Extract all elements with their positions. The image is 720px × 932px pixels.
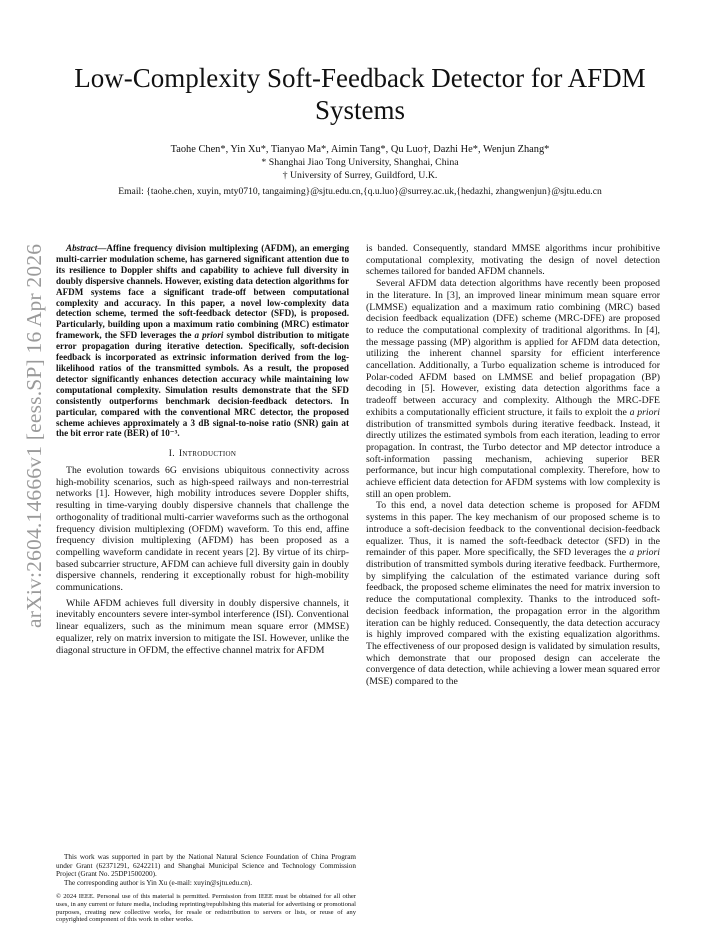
paragraph-3-emphasis: a priori [629,406,660,418]
affiliation-surrey: † University of Surrey, Guildford, U.K. [282,170,438,181]
abstract-text-2: symbol distribution to mitigate error propagation during iterative detection. Specifically, soft-decision feedback is incorporated as extrinsic information derived from the log-likelihood ratios of the transmitted symbols. As a result, the proposed detector significantly enhances detection accuracy while maintaining low computational complexity. Simulation results demonstrate that the SFD consistently outperforms benchmark decision-feedback detectors. In particular, compared with the conventional MRC detector, the proposed scheme achieves approximately a 3 dB signal-to-noise ratio (SNR) gain at the bit error rate (BER) of 10⁻³. [56,330,350,439]
affiliation-sjtu: * Shanghai Jiao Tong University, Shanghai, China [261,157,459,168]
author-emails: Email: {taohe.chen, xuyin, mty0710, tangaiming}@sjtu.edu.cn,{q.u.luo}@surrey.ac.uk,{hedazhi, zhangwenjun}@sjtu.edu.cn [118,186,602,197]
copyright-notice [56,893,356,924]
copyright-text: © 2024 IEEE. Personal use of this material is permitted. Permission from IEEE must be obtained for all other uses, in any current or future media, including reprinting/republishing this material for advertising or promotional purposes, creating new collective works, for resale or redistribution to servers or lists, or reuse of any copyrighted component of this work in other works. [56,893,356,924]
intro-paragraph-2: While AFDM achieves full diversity in doubly dispersive channels, it inevitably encounters severe inter-symbol interference (ISI). Conventional linear equalizers, such as the minimum mean square error (MMSE) equalizer, rely on matrix inversion to mitigate the ISI. However, unlike the diagonal structure in OFDM, the effective channel matrix for AFDM [56,597,349,656]
abstract [56,243,349,439]
paragraph-4-text-2: distribution of transmitted symbols during iterative feedback. Furthermore, by simplifying the calculation of the estimated variance during soft feedback, the proposed scheme eliminates the need for matrix inversion to reduce the computational complexity. Thanks to the introduced soft-decision feedback information, the propagation error in the algorithm iteration can be highly reduced. Consequently, the data detection accuracy is highly improved compared with the existing equalization algorithms. The effectiveness of our proposed design is validated by simulation results, which demonstrate that our proposed design can accelerate the convergence of data detection, while achieving a lower mean squared error (MSE) compared to the [366,558,660,688]
funding-footnote [56,853,356,887]
author-list: Taohe Chen*, Yin Xu*, Tianyao Ma*, Aimin Tang*, Qu Luo†, Dazhi He*, Wenjun Zhang* [170,144,550,155]
abstract-emphasis: a priori [194,330,224,341]
left-column [56,243,349,656]
intro-paragraph-2-continued: is banded. Consequently, standard MMSE algorithms incur prohibitive computational complexity, motivating the design of novel detection schemes tailored for banded AFDM channels. [366,243,660,278]
paragraph-3-text-1: Several AFDM data detection algorithms have recently been proposed in the literature. In [3], an improved linear minimum mean square error (LMMSE) equalization and a maximum ratio combining (MRC) based decision feedback equalization (DFE) scheme (MRC-DFE) are proposed to reduce the computational complexity of traditional algorithms. In [4], the message passing (MP) algorithm is applied for AFDM data detection, utilizing the inherent channel sparsity for efficient interference cancellation. Additionally, a Turbo equalization scheme is introduced for Polar-coded AFDM based on LMMSE and belief propagation (BP) decoding in [5]. However, existing data detection algorithms face a tradeoff between accuracy and complexity. Although the MRC-DFE exhibits a computationally efficient structure, it fails to exploit the [366,278,660,418]
right-column [366,243,660,688]
intro-paragraph-1: The evolution towards 6G envisions ubiquitous connectivity across high-mobility scenarios, such as high-speed railways and non-terrestrial networks [1]. However, high mobility introduces severe Doppler shifts, resulting in time-varying doubly dispersive channels that challenge the orthogonality of traditional multi-carrier waveforms such as the orthogonal frequency division multiplexing (OFDM) waveform. To this end, affine frequency division multiplexing (AFDM) has been proposed as a compelling waveform candidate in recent years [2]. By virtue of its chirp-based subcarrier structure, AFDM can achieve full diversity gain in doubly dispersive channels, rendering it exceptionally robust for high-mobility communications. [56,465,349,594]
paragraph-4-emphasis: a priori [629,547,660,559]
intro-paragraph-4 [366,500,660,687]
arxiv-identifier: arXiv:2604.14666v1 [eess.SP] 16 Apr 2026 [22,243,46,628]
intro-paragraph-3 [366,278,660,500]
section-heading-introduction [56,449,349,461]
paper-title: Low-Complexity Soft-Feedback Detector for AFDM Systems [74,63,646,125]
abstract-text-1: —Affine frequency division multiplexing (AFDM), an emerging multi-carrier modulation scheme, has garnered significant attention due to its resilience to Doppler shifts and capability to achieve full diversity in doubly dispersive channels. However, existing data detection algorithms for AFDM systems face a significant trade-off between computational complexity and accuracy. In this paper, a novel low-complexity data detection scheme, termed the soft-feedback detector (SFD), is proposed. Particularly, building upon a maximum ratio combining (MRC) estimator framework, the SFD leverages the [56,243,349,341]
section-number: I. [168,449,175,460]
footnote-funding: This work was supported in part by the National Natural Science Foundation of China Program under Grant (62371291, 6242211) and Shanghai Municipal Science and Technology Commission Project (Grant No. 25DP1500200). [56,853,356,879]
paragraph-3-text-2: distribution of transmitted symbols during iterative feedback. Instead, it directly utilizes the estimated symbols from each iteration, leading to error propagation. In contrast, the Turbo detector and MP detector introduce a soft-information passing mechanism, achieving superior BER performance, but incur high computational complexity. Therefore, how to achieve efficient data detection for AFDM systems with low complexity is still an open problem. [366,418,660,500]
abstract-label: Abstract [66,243,98,253]
footnote-corresponding-author: The corresponding author is Yin Xu (e-mail: xuyin@sjtu.edu.cn). [64,878,252,887]
section-title: Introduction [178,449,237,460]
paragraph-4-text-1: To this end, a novel data detection scheme is proposed for AFDM systems in this paper. The key mechanism of our proposed scheme is to introduce a soft-decision feedback to the conventional decision-feedback equalizer. Thus, it is named the soft-feedback detector (SFD) in the remainder of this paper. More specifically, the SFD leverages the [366,500,660,559]
